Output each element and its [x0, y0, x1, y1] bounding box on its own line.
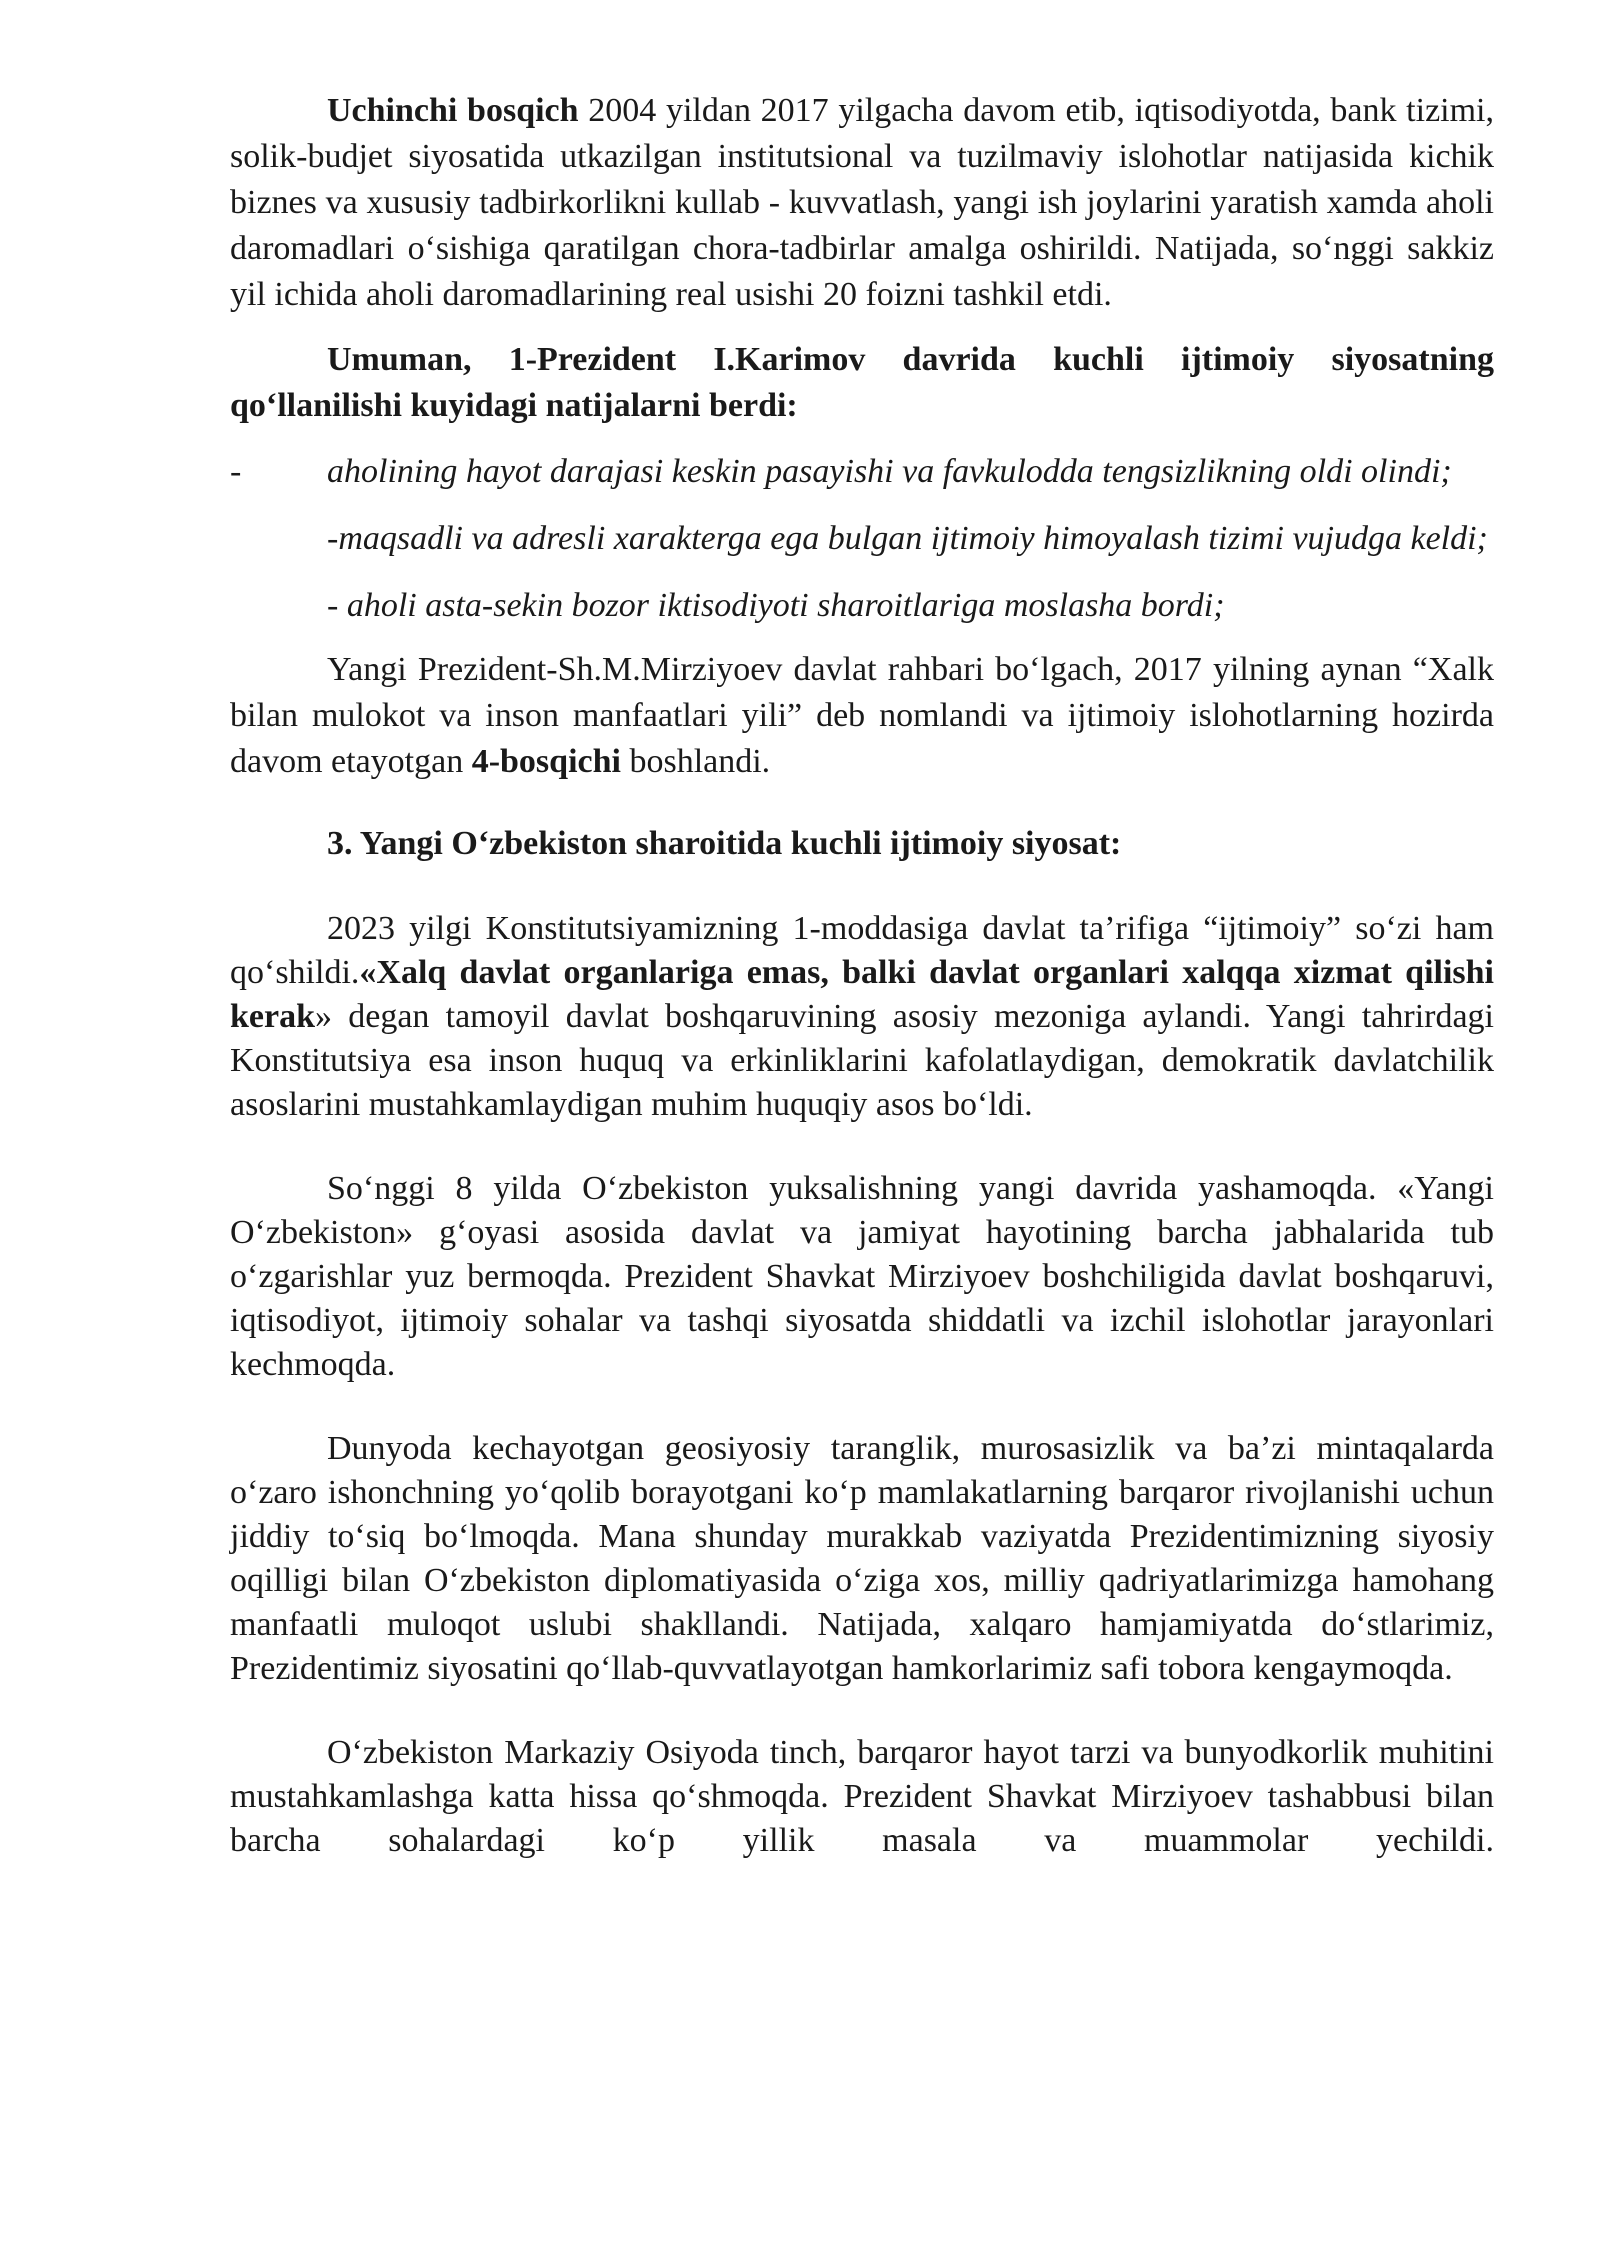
- paragraph-text: O‘zbekiston Markaziy Osiyoda tinch, barqaror hayot tarzi va bunyodkorlik muhitini mustahkamlashga katta hissa qo‘shmoqda. Prezident Shavkat Mirziyoev tashabbusi bilan barcha sohalardagi ko‘p yillik masala va muammolar yechildi.: [230, 1734, 1494, 1859]
- list-item-1: [230, 449, 1494, 495]
- list-item-text: aholining hayot darajasi keskin pasayishi va favkulodda tengsizlikning oldi olindi;: [327, 453, 1452, 490]
- document-page: [230, 88, 1494, 1863]
- paragraph-text: » degan tamoyil davlat boshqaruvining asosiy mezoniga aylandi. Yangi tahrirdagi Konstitutsiya esa inson huquq va erkinliklarini kafolatlaydigan, demokratik davlatchilik asoslarini mustahkamlaydigan muhim huquqiy asos bo‘ldi.: [230, 998, 1494, 1123]
- list-item-2: [230, 516, 1494, 562]
- paragraph-text: So‘nggi 8 yilda O‘zbekiston yuksalishning yangi davrida yashamoqda. «Yangi O‘zbekiston» g‘oyasi asosida davlat va jamiyat hayotining barcha jabhalarida tub o‘zgarishlar yuz bermoqda. Prezident Shavkat Mirziyoev boshchiligida davlat boshqaruvi, iqtisodiyot, ijtimoiy sohalar va tashqi siyosatda shiddatli va izchil islohotlar jarayonlari kechmoqda.: [230, 1170, 1494, 1383]
- section-heading-text: 3. Yangi O‘zbekiston sharoitida kuchli ijtimoiy siyosat:: [327, 825, 1122, 862]
- bullet-dash: -: [230, 453, 242, 490]
- paragraph-new-uzbekistan: [230, 1167, 1494, 1387]
- paragraph-text: Yangi Prezident-Sh.M.Mirziyoev davlat rahbari bo‘lgach, 2017 yilning aynan “Xalk bilan mulokot va inson manfaatlari yili” deb nomlandi va ijtimoiy islohotlarning hozirda davom etayotgan: [230, 651, 1494, 780]
- list-item-3: [230, 583, 1494, 629]
- paragraph-mirziyoev: [230, 647, 1494, 785]
- paragraph-third-stage: [230, 88, 1494, 318]
- list-item-text: -maqsadli va adresli xarakterga ega bulgan ijtimoiy himoyalash tizimi vujudga keldi;: [327, 520, 1488, 557]
- term-third-stage: Uchinchi bosqich: [327, 92, 579, 129]
- paragraph-geopolitics: [230, 1427, 1494, 1691]
- paragraph-text: Dunyoda kechayotgan geosiyosiy taranglik, murosasizlik va ba’zi mintaqalarda o‘zaro ishonchning yo‘qolib borayotgani ko‘p mamlakatlarning barqaror rivojlanishi uchun jiddiy to‘siq bo‘lmoqda. Mana shunday murakkab vaziyatda Prezidentimizning siyosiy oqilligi bilan O‘zbekiston diplomatiyasida o‘ziga xos, milliy qadriyatlarimizga hamohang manfaatli muloqot uslubi shakllandi. Natijada, xalqaro hamjamiyatda do‘stlarimiz, Prezidentimiz siyosatini qo‘llab-quvvatlayotgan hamkorlarimiz safi tobora kengaymoqda.: [230, 1430, 1494, 1687]
- paragraph-text: boshlandi.: [620, 743, 771, 780]
- principle-quote: Xalq davlat organlariga emas, balki davlat organlari xalqqa xizmat qilishi kerak: [230, 954, 1494, 1035]
- paragraph-text: 2023 yilgi Konstitutsiyamizning 1-moddasiga davlat ta’rifiga “ijtimoiy” so‘zi ham qo‘shildi.: [230, 910, 1494, 991]
- term-fourth-stage: 4-bosqichi: [471, 743, 621, 780]
- paragraph-bold-text: Umuman, 1-Prezident I.Karimov davrida kuchli ijtimoiy siyosatning qo‘llanilishi kuyidagi natijalarni berdi:: [230, 341, 1494, 424]
- paragraph-central-asia: [230, 1731, 1494, 1863]
- paragraph-text: 2004 yildan 2017 yilgacha davom etib, iqtisodiyotda, bank tizimi, solik-budjet siyosatida utkazilgan institutsional va tuzilmaviy islohotlar natijasida kichik biznes va xususiy tadbirkorlikni kullab - kuvvatlash, yangi ish joylarini yaratish xamda aholi daromadlari o‘sishiga qaratilgan chora-tadbirlar amalga oshirildi. Natijada, so‘nggi sakkiz yil ichida aholi daromadlarining real usishi 20 foizni tashkil etdi.: [230, 92, 1494, 313]
- quote-open: «: [359, 954, 377, 991]
- paragraph-constitution: [230, 907, 1494, 1127]
- list-item-text: - aholi asta-sekin bozor iktisodiyoti sharoitlariga moslasha bordi;: [327, 587, 1225, 624]
- paragraph-karimov-results: [230, 337, 1494, 429]
- section-heading: [230, 821, 1494, 867]
